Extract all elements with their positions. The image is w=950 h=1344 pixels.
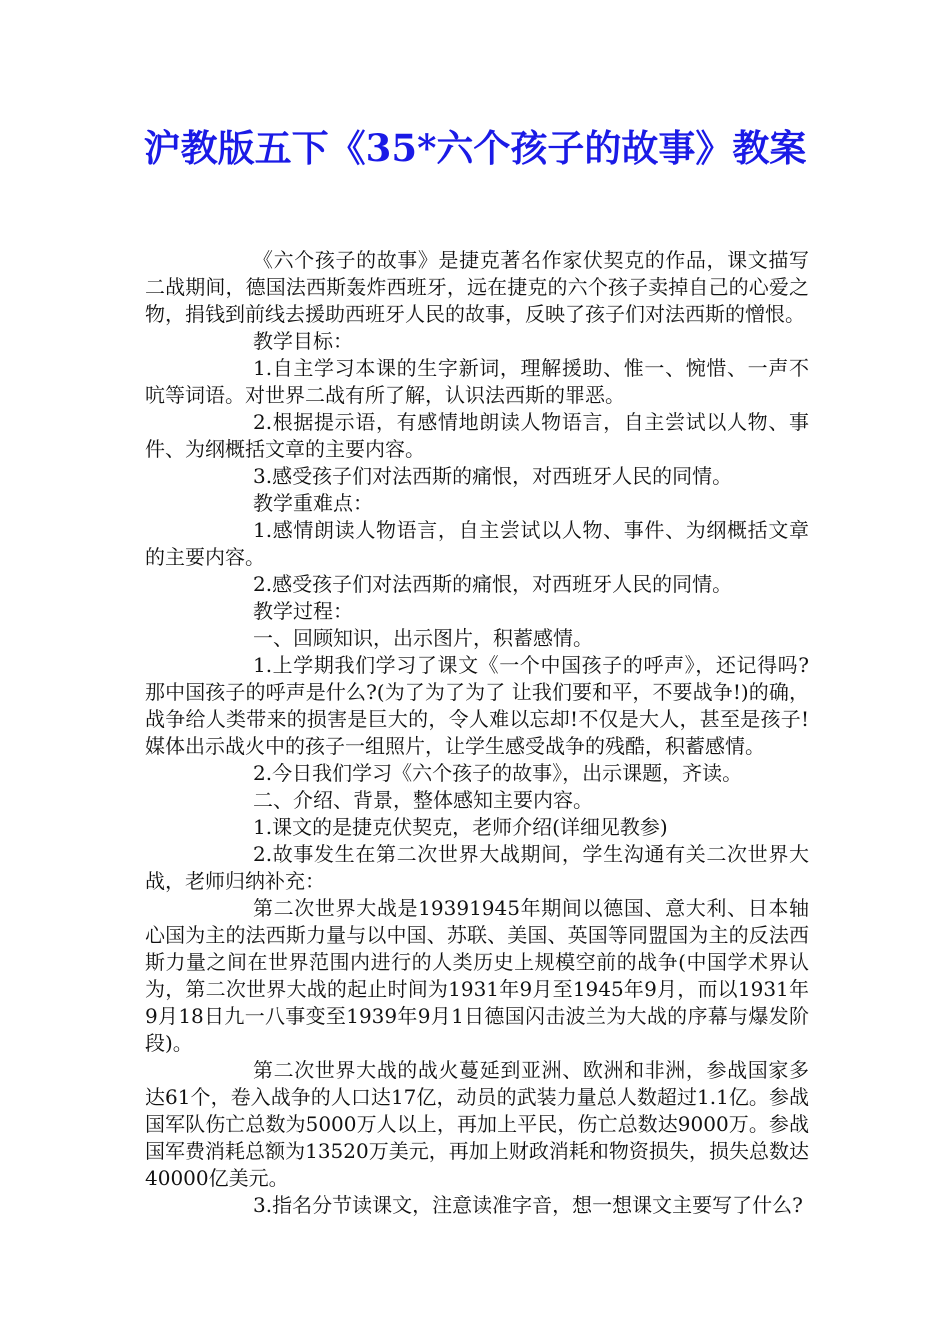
process-paragraph: 1.课文的是捷克伏契克，老师介绍(详细见教参) <box>253 815 668 839</box>
process-paragraph: 1.上学期我们学习了课文《一个中国孩子的呼声》，还记得吗?那中国孩子的呼声是什么?(为了为了为了 让我们要和平，不要战争!)的确，战争给人类带来的损害是巨大的，令人难以忘却!不仅是大人，甚至是孩子!媒体出示战火中的孩子一组照片，让学生感受战争的残酷，积蓄感情。 <box>145 653 809 758</box>
process-paragraph: 2.今日我们学习《六个孩子的故事》，出示课题，齐读。 <box>253 761 743 785</box>
process-paragraph: 3.指名分节读课文，注意读准字音，想一想课文主要写了什么? <box>253 1193 803 1217</box>
section-heading-objectives: 教学目标： <box>253 329 353 353</box>
process-step-heading-1: 一、回顾知识，出示图片，积蓄感情。 <box>253 626 593 650</box>
intro-paragraph: 《六个孩子的故事》是捷克著名作家伏契克的作品，课文描写二战期间，德国法西斯轰炸西班牙，远在捷克的六个孩子卖掉自己的心爱之物，捐钱到前线去援助西班牙人民的故事，反映了孩子们对法西斯的憎恨。 <box>145 248 809 326</box>
objective-item-2: 2.根据提示语，有感情地朗读人物语言，自主尝试以人物、事件、为纲概括文章的主要内容。 <box>145 410 809 461</box>
section-heading-key-points: 教学重难点： <box>253 491 373 515</box>
key-point-item-1: 1.感情朗读人物语言，自主尝试以人物、事件、为纲概括文章的主要内容。 <box>145 518 809 569</box>
process-paragraph: 2.故事发生在第二次世界大战期间，学生沟通有关二次世界大战，老师归纳补充： <box>145 842 809 893</box>
background-paragraph: 第二次世界大战的战火蔓延到亚洲、欧洲和非洲，参战国家多达61个，卷入战争的人口达17亿，动员的武装力量总人数超过1.1亿。参战国军队伤亡总数为5000万人以上，再加上平民，伤亡总数达9000万。参战国军费消耗总额为13520万美元，再加上财政消耗和物资损失，损失总数达40000亿美元。 <box>145 1058 809 1190</box>
document-title: 沪教版五下《35*六个孩子的故事》教案 <box>143 126 807 170</box>
document-body <box>145 247 809 1219</box>
process-step-heading-2: 二、介绍、背景，整体感知主要内容。 <box>253 788 593 812</box>
objective-item-1: 1.自主学习本课的生字新词，理解援助、惟一、惋惜、一声不吭等词语。对世界二战有所了解，认识法西斯的罪恶。 <box>145 356 809 407</box>
key-point-item-2: 2.感受孩子们对法西斯的痛恨，对西班牙人民的同情。 <box>253 572 733 596</box>
section-heading-process: 教学过程： <box>253 599 353 623</box>
objective-item-3: 3.感受孩子们对法西斯的痛恨，对西班牙人民的同情。 <box>253 464 733 488</box>
background-paragraph: 第二次世界大战是19391945年期间以德国、意大利、日本轴心国为主的法西斯力量与以中国、苏联、美国、英国等同盟国为主的反法西斯力量之间在世界范围内进行的人类历史上规模空前的战争(中国学术界认为，第二次世界大战的起止时间为1931年9月至1945年9月，而以1931年9月18日九一八事变至1939年9月1日德国闪击波兰为大战的序幕与爆发阶段)。 <box>145 896 809 1055</box>
